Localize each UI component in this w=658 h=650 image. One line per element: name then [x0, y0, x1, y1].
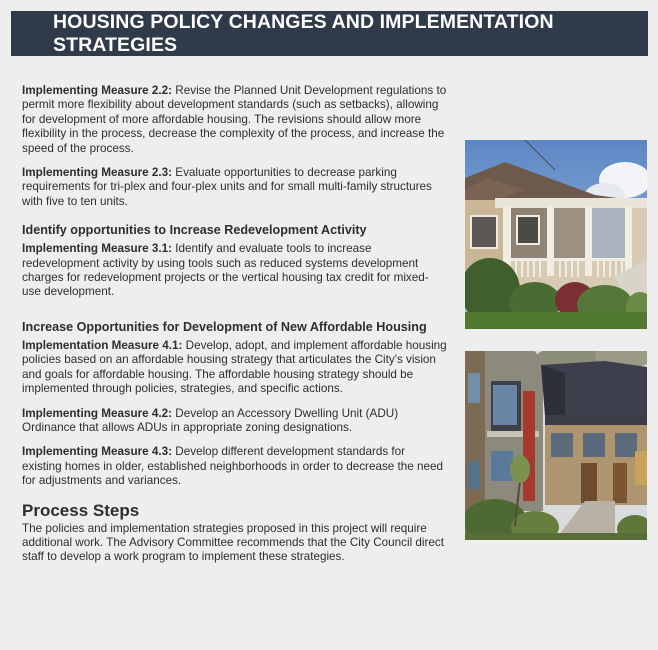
measure-3-1 [22, 242, 447, 300]
measure-label: Implementing Measure 2.3: [22, 166, 173, 180]
measure-text: Develop different development standards for existing homes in older, established neighborhoods in order to decrease the need for adjustments and variances. [22, 445, 444, 488]
process-steps-text: The policies and implementation strategies proposed in this project will require additional work. The Advisory Committee recommends that the City Council direct staff to develop a work program to implement these strategies. [22, 521, 445, 564]
house-porch-photo [465, 140, 647, 329]
measure-text: Develop, adopt, and implement affordable housing policies based on an affordable housing strategy that articulates the City's vision and goals for affordable housing. The affordable housing strategy should be implemented through policies, strategies, and specific actions. [22, 338, 447, 396]
process-steps-heading: Process Steps [22, 500, 140, 520]
measure-4-1 [22, 339, 447, 397]
page-banner [11, 11, 648, 56]
measure-4-3 [22, 445, 447, 488]
measure-label: Implementing Measure 4.2: [22, 406, 173, 420]
measure-label: Implementation Measure 4.1: [22, 338, 183, 352]
main-content [22, 84, 447, 575]
measure-4-2 [22, 407, 447, 436]
measure-2-3 [22, 166, 447, 209]
measure-text: Evaluate opportunities to decrease parking requirements for tri-plex and four-plex units and for small multi-family structures with five to ten units. [22, 166, 432, 208]
measure-2-2 [22, 84, 447, 156]
measure-text: Develop an Accessory Dwelling Unit (ADU) Ordinance that allows ADUs in appropriate zoning designations. [22, 406, 399, 434]
measure-label: Implementing Measure 4.3: [22, 445, 173, 459]
section-heading-redevelopment: Identify opportunities to Increase Redevelopment Activity [22, 223, 367, 238]
townhouses-photo [465, 351, 647, 540]
measure-label: Implementing Measure 3.1: [22, 242, 173, 256]
measure-label: Implementing Measure 2.2: [22, 84, 173, 97]
section-heading-affordable: Increase Opportunities for Development of New Affordable Housing [22, 319, 427, 334]
measure-text: Identify and evaluate tools to increase redevelopment activity by using tools such as reduced systems development charges for redevelopment projects or the vertical housing tax credit for mixed-use development. [22, 242, 429, 299]
page-title: HOUSING POLICY CHANGES AND IMPLEMENTATION STRATEGIES [53, 10, 554, 56]
measure-text: Revise the Planned Unit Development regulations to permit more flexibility about development standards (such as setbacks), allowing for development of more affordable housing. The revisions should allow more flexibility in the process, decrease the complexity of the process, and increase the speed of the process. [22, 84, 447, 155]
